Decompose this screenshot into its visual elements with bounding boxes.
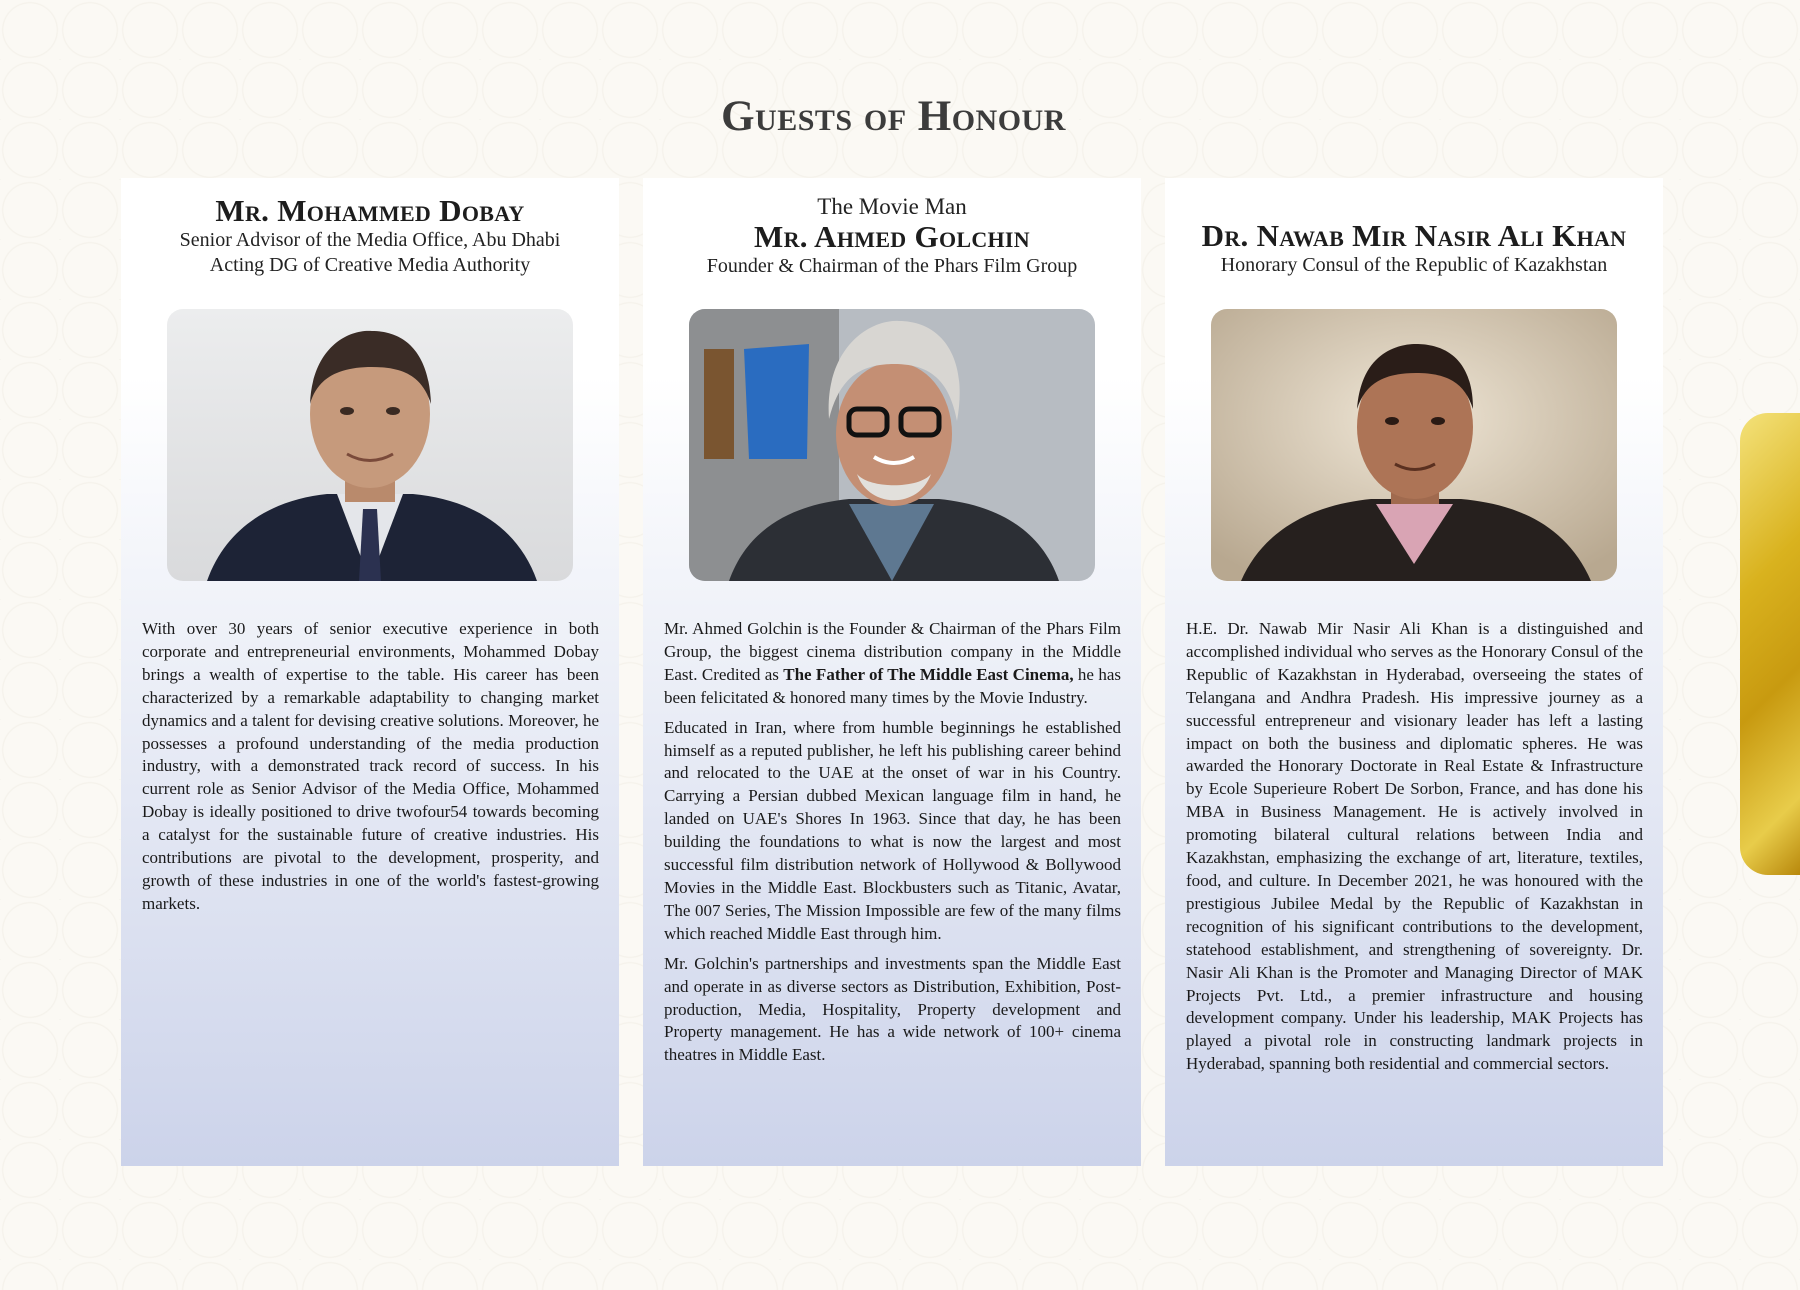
bio-paragraph: Educated in Iran, where from humble beginnings he established himself as a reputed publisher, he left his publishing career behind and relocated to the UAE at the onset of war in his Country. Carrying a Persian dubbed Mexican language film in hand, he landed on UAE's Shores In 1963. Since that day, he has been building the foundations to what is now the largest and most successful film distribution network of Hollywood & Bollywood Movies in the Middle East. Blockbusters such as Titanic, Avatar, The 007 Series, The Mission Impossible are few of the many films which reached Middle East through him.: [664, 717, 1121, 943]
portrait-image: [1211, 309, 1617, 581]
guest-card-dobay: [121, 178, 619, 1166]
bio-paragraph: H.E. Dr. Nawab Mir Nasir Ali Khan is a distinguished and accomplished individual who serves as the Honorary Consul of the Republic of Kazakhstan in Hyderabad, overseeing the states of Telangana and Andhra Pradesh. His impressive journey as a successful entrepreneur and visionary leader has left a lasting impact on both the business and diplomatic spheres. He was awarded the Honorary Doctorate in Real Estate & Infrastructure by Ecole Superieure Robert De Sorbon, France, and has done his MBA in Business Management. He is actively involved in promoting bilateral cultural relations between India and Kazakhstan, emphasizing the exchange of art, literature, textiles, food, and culture. In December 2021, he was honoured with the prestigious Jubilee Medal by the Republic of Kazakhstan in recognition of his significant contributions to the development, statehood establishment, and strengthening of sovereignty. Dr. Nasir Ali Khan is the Promoter and Managing Director of MAK Projects Pvt. Ltd., a premier infrastructure and housing development company. Under his leadership, MAK Projects has played a pivotal role in constructing landmark projects in Hyderabad, spanning both residential and commercial sectors.: [1186, 619, 1643, 1074]
guest-card-khan: [1165, 178, 1663, 1166]
guest-bio: [142, 618, 599, 923]
guest-name: Mr. Mohammed Dobay: [215, 193, 525, 228]
bio-paragraph: With over 30 years of senior executive experience in both corporate and entrepreneurial environments, Mohammed Dobay brings a wealth of expertise to the table. His career has been characterized by a remarkable adaptability to changing market dynamics and a talent for devising creative solutions. Moreover, he possesses a profound understanding of the media production industry, with a demonstrated track record of success. In his current role as Senior Advisor of the Media Office, Mohammed Dobay is ideally positioned to drive twofour54 towards becoming a catalyst for the sustainable future of creative industries. His contributions are pivotal to the development, prosperity, and growth of these industries in one of the world's fastest-growing markets.: [142, 619, 599, 913]
guest-role: Senior Advisor of the Media Office, Abu Dhabi: [179, 229, 561, 251]
portrait-image: [167, 309, 573, 581]
guest-bio: [1186, 618, 1643, 1083]
bio-text: Mr. Ahmed Golchin is the Founder & Chairman of the Phars Film Group, the biggest cinema distribution company in the Middle East. Credited as: [664, 619, 1121, 684]
decorative-gold-tab: [1740, 413, 1800, 875]
guest-portrait-photo: [1211, 309, 1617, 581]
guest-header: [1165, 219, 1663, 278]
guest-portrait-photo: [689, 309, 1095, 581]
guest-header: [121, 194, 619, 278]
guest-role: Acting DG of Creative Media Authority: [209, 254, 531, 276]
guest-header: [643, 194, 1141, 279]
guest-name: Mr. Ahmed Golchin: [754, 219, 1030, 254]
guest-name: Dr. Nawab Mir Nasir Ali Khan: [1201, 218, 1627, 253]
page-title: Guests of Honour: [721, 93, 1066, 140]
portrait-image: [689, 309, 1095, 581]
bio-text: he has been felicitated & honored many times by the Movie Industry.: [664, 664, 1121, 707]
guest-role: Founder & Chairman of the Phars Film Group: [706, 255, 1078, 277]
bio-emphasis: The Father of The Middle East Cinema,: [783, 664, 1074, 684]
guest-bio: [664, 618, 1121, 1074]
guest-card-golchin: [643, 178, 1141, 1166]
guest-tagline: The Movie Man: [817, 194, 967, 219]
bio-paragraph: [664, 618, 1121, 710]
guest-role: Honorary Consul of the Republic of Kazakhstan: [1220, 254, 1608, 276]
bio-paragraph: Mr. Golchin's partnerships and investments span the Middle East and operate in as diverse sectors as Distribution, Exhibition, Post-production, Media, Hospitality, Property development and Property management. He has a wide network of 100+ cinema theatres in Middle East.: [664, 953, 1121, 1065]
guest-portrait-photo: [167, 309, 573, 581]
